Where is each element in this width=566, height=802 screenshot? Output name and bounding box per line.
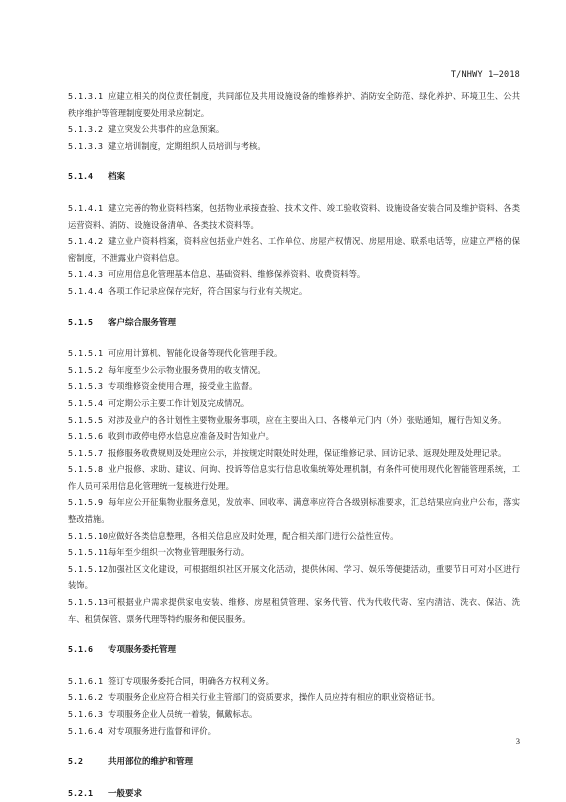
spacer bbox=[68, 186, 520, 200]
clause-number: 5.1.5.6 bbox=[68, 431, 103, 442]
clause-text: 每年度至少公示物业服务费用的收支情况。 bbox=[108, 364, 266, 375]
clause-paragraph bbox=[68, 706, 520, 723]
clause-number: 5.1.6.3 bbox=[68, 709, 103, 719]
clause-text: 加强社区文化建设，可根据组织社区开展文化活动，提供休闲、学习、娱乐等便捷活动，重要节日可对小区进行装饰。 bbox=[68, 563, 520, 591]
clause-text: 专项服务企业人员统一着装，佩戴标志。 bbox=[108, 709, 258, 719]
page-number: 3 bbox=[515, 736, 520, 746]
heading-text: 一般要求 bbox=[108, 788, 143, 799]
spacer bbox=[68, 659, 520, 673]
clause-number: 5.2.1 bbox=[68, 787, 93, 798]
clause-paragraph bbox=[68, 266, 520, 283]
clause-number: 5.1.5.7 bbox=[68, 447, 103, 458]
clause-number: 5.1.5.10 bbox=[68, 530, 108, 541]
clause-paragraph bbox=[68, 723, 520, 740]
clause-text: 专项维修资金使用合理，接受业主监督。 bbox=[108, 381, 258, 392]
clause-text: 建立业户资料档案，资料应包括业户姓名、工作单位、房屋产权情况、房屋用途、联系电话等，应建立严格的保密制度，不泄露业户资料信息。 bbox=[68, 236, 520, 263]
clause-number: 5.1.4 bbox=[68, 171, 93, 182]
clause-text: 应做好各类信息整理，各相关信息应及时处理，配合相关部门进行公益性宣传。 bbox=[108, 530, 399, 541]
clause-paragraph bbox=[68, 283, 520, 300]
clause-paragraph bbox=[68, 544, 520, 561]
clause-number: 5.1.5 bbox=[68, 316, 93, 327]
clause-number: 5.1.4.1 bbox=[68, 202, 103, 213]
clause-number: 5.1.5.5 bbox=[68, 414, 103, 425]
clause-number: 5.1.5.2 bbox=[68, 364, 103, 375]
spacer bbox=[68, 771, 520, 785]
clause-text: 可根据业户需求提供家电安装、维修、房屋租赁管理、家务代管、代为代收代寄、室内清洁、洗衣、保洁、洗车、租赁保管、票务代理等特约服务和便民服务。 bbox=[68, 597, 520, 624]
clause-number: 5.1.6.1 bbox=[68, 675, 103, 686]
clause-paragraph bbox=[68, 689, 520, 706]
clause-paragraph bbox=[68, 412, 520, 429]
clause-number: 5.1.3.2 bbox=[68, 124, 103, 135]
clause-paragraph bbox=[68, 378, 520, 395]
clause-paragraph bbox=[68, 461, 520, 494]
section-heading bbox=[68, 314, 520, 332]
section-heading bbox=[68, 785, 520, 802]
clause-text: 每年应公开征集物业服务意见，发放率、回收率、满意率应符合各级别标准要求，汇总结果应向业户公布，落实整改措施。 bbox=[68, 497, 520, 525]
spacer bbox=[68, 331, 520, 345]
spacer bbox=[68, 739, 520, 753]
section-heading bbox=[68, 168, 520, 186]
clause-text: 建立完善的物业资料档案，包括物业承接查验、技术文件、竣工验收资料、设施设备安装合同及维护资料、各类运营资料、消防、设施设备清单、各类技术资料等。 bbox=[68, 202, 520, 230]
clause-paragraph bbox=[68, 233, 520, 266]
clause-paragraph bbox=[68, 121, 520, 138]
clause-text: 可定期公示主要工作计划及完成情况。 bbox=[108, 397, 250, 408]
spacer bbox=[68, 300, 520, 314]
clause-paragraph bbox=[68, 528, 520, 545]
clause-text: 报修服务收费规则及处理应公示，并按规定时限处时处理，保证维修记录、回访记录、返现处理及处理记录。 bbox=[108, 447, 507, 458]
spacer bbox=[68, 154, 520, 168]
spacer bbox=[68, 627, 520, 641]
clause-number: 5.1.5.9 bbox=[68, 497, 103, 508]
clause-paragraph bbox=[68, 494, 520, 527]
clause-number: 5.1.5.8 bbox=[68, 464, 103, 475]
clause-text: 对专项服务进行监督和评价。 bbox=[108, 725, 216, 736]
clause-paragraph bbox=[68, 345, 520, 362]
section-heading bbox=[68, 753, 520, 771]
clause-paragraph bbox=[68, 428, 520, 445]
section-heading bbox=[68, 641, 520, 659]
document-body bbox=[68, 88, 520, 802]
heading-text: 档案 bbox=[108, 172, 126, 183]
clause-text: 收到市政停电停水信息应准备及时告知业户。 bbox=[108, 431, 274, 442]
heading-text: 客户综合服务管理 bbox=[108, 317, 177, 328]
clause-text: 专项服务企业应符合相关行业主管部门的资质要求，操作人员应持有相应的职业资格证书。 bbox=[108, 692, 440, 703]
clause-paragraph bbox=[68, 395, 520, 412]
clause-paragraph bbox=[68, 200, 520, 233]
clause-paragraph bbox=[68, 138, 520, 155]
clause-number: 5.1.5.1 bbox=[68, 348, 103, 359]
clause-number: 5.1.5.12 bbox=[68, 563, 108, 574]
clause-number: 5.1.5.3 bbox=[68, 381, 103, 392]
clause-number: 5.1.4.3 bbox=[68, 269, 103, 280]
heading-text: 共用部位的维护和管理 bbox=[108, 757, 194, 768]
clause-number: 5.1.4.4 bbox=[68, 285, 103, 296]
clause-number: 5.1.6.2 bbox=[68, 692, 103, 703]
clause-number: 5.1.5.13 bbox=[68, 597, 108, 608]
heading-text: 专项服务委托管理 bbox=[108, 645, 177, 656]
clause-number: 5.1.5.4 bbox=[68, 397, 103, 408]
clause-text: 可应用信息化管理基本信息、基础资料、维修保养资料、收费资料等。 bbox=[108, 269, 366, 280]
clause-number: 5.1.6 bbox=[68, 644, 93, 655]
clause-paragraph bbox=[68, 673, 520, 690]
clause-number: 5.2 bbox=[68, 756, 83, 767]
clause-text: 建立突发公共事件的应急预案。 bbox=[108, 124, 225, 135]
clause-text: 每年至少组织一次物业管理服务行动。 bbox=[108, 547, 250, 558]
clause-text: 业户报修、求助、建议、问询、投诉等信息实行信息收集统筹处理机制，有条件可使用现代化智能管理系统，工作人员可采用信息化管理统一复核进行处理。 bbox=[68, 464, 520, 491]
clause-text: 各项工作记录应保存完好，符合国家与行业有关规定。 bbox=[108, 285, 308, 296]
clause-text: 签订专项服务委托合同，明确各方权利义务。 bbox=[108, 675, 274, 686]
clause-number: 5.1.4.2 bbox=[68, 236, 103, 247]
clause-paragraph bbox=[68, 594, 520, 627]
clause-paragraph bbox=[68, 362, 520, 379]
clause-paragraph bbox=[68, 561, 520, 594]
clause-paragraph bbox=[68, 445, 520, 462]
clause-number: 5.1.6.4 bbox=[68, 725, 103, 736]
clause-number: 5.1.3.3 bbox=[68, 140, 103, 151]
clause-paragraph bbox=[68, 88, 520, 121]
clause-text: 应建立相关的岗位责任制度，共同部位及共用设施设备的维修养护、消防安全防范、绿化养护、环境卫生、公共秩序维护等管理制度要处用录应制定。 bbox=[68, 91, 520, 118]
clause-number: 5.1.3.1 bbox=[68, 91, 103, 101]
clause-text: 可应用计算机、智能化设备等现代化管理手段。 bbox=[108, 348, 283, 359]
clause-text: 建立培训制度，定期组织人员培训与考核。 bbox=[108, 140, 266, 151]
clause-text: 对涉及业户的各计划性主要物业服务事项，应在主要出入口、各楼单元门内（外）张贴通知，履行告知义务。 bbox=[108, 414, 507, 425]
clause-number: 5.1.5.11 bbox=[68, 547, 108, 558]
document-code: T/NHWY 1—2018 bbox=[450, 70, 520, 80]
